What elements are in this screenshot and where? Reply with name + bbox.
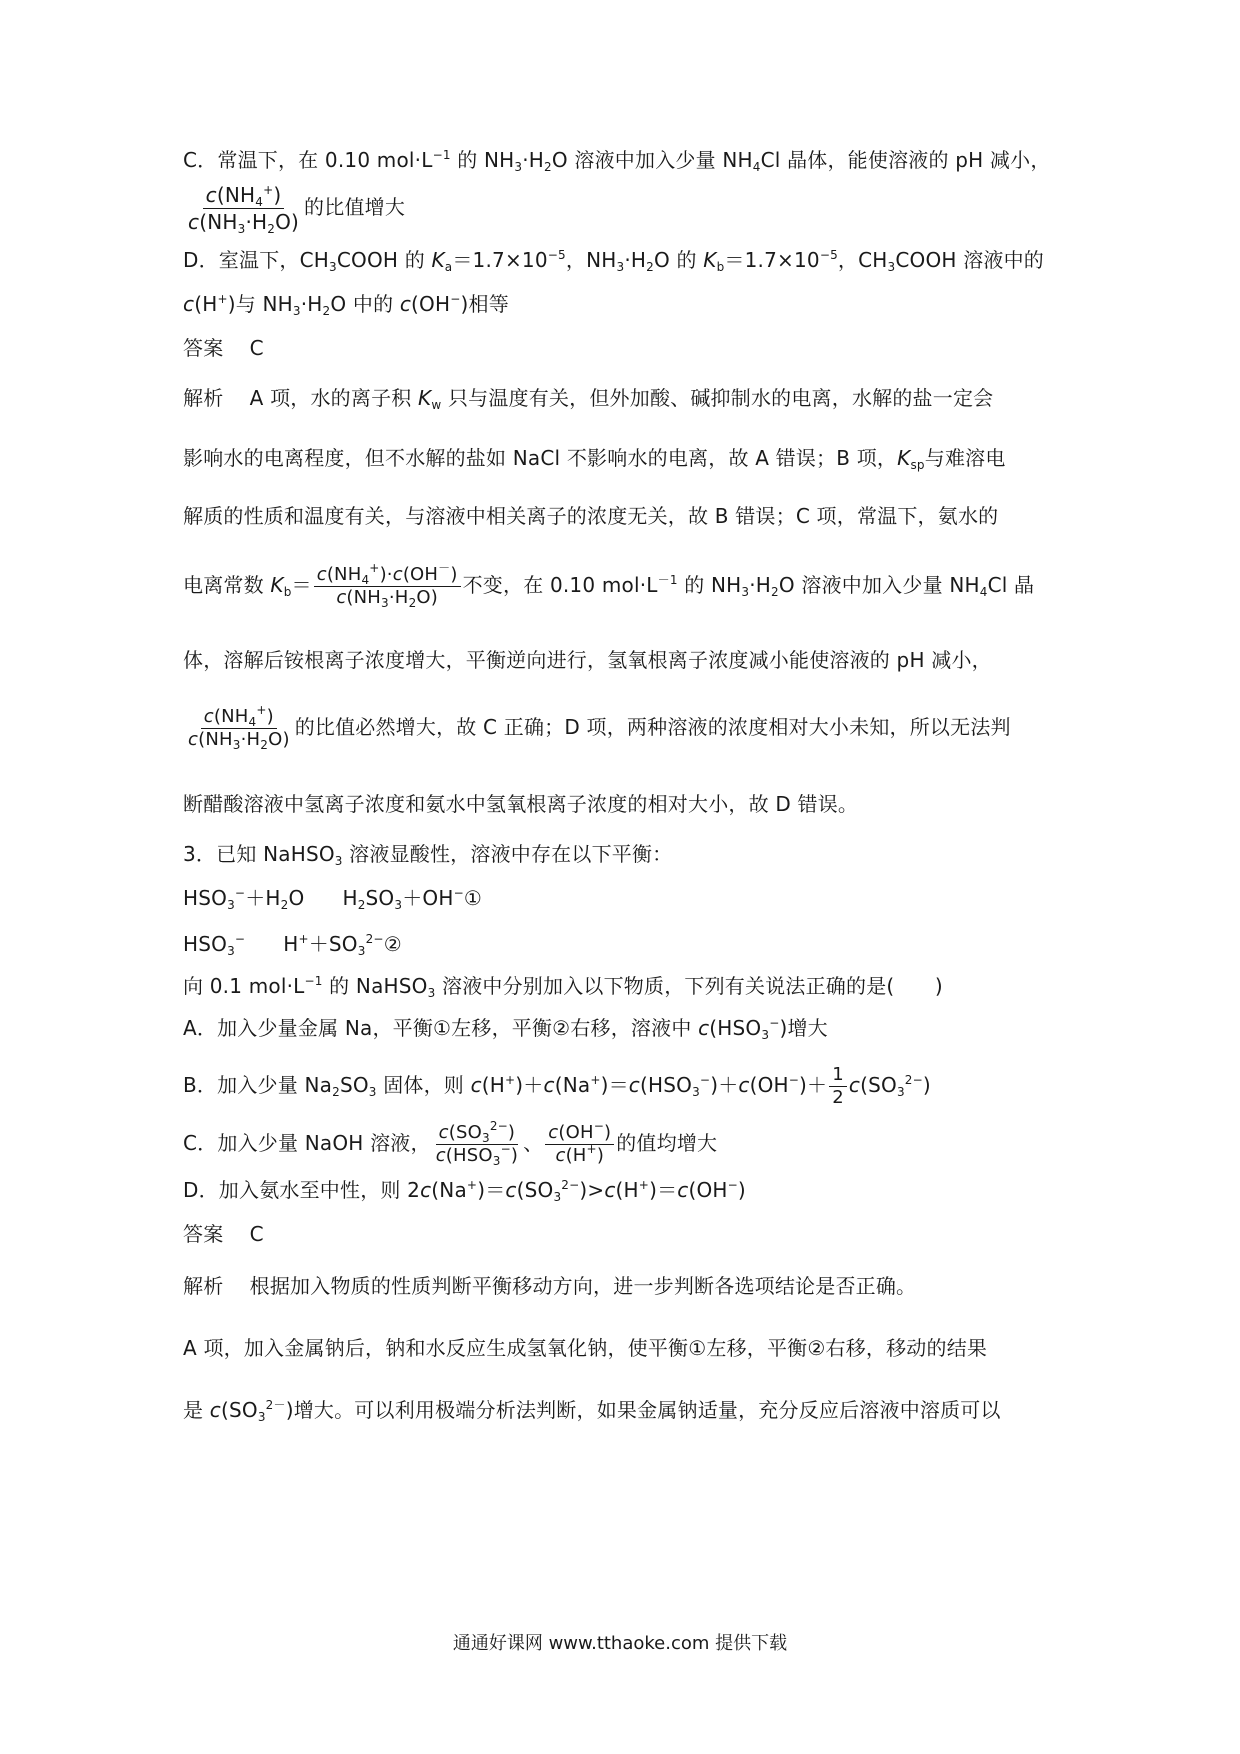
option-d-line2: c(H+)与 $NH_3\cdot H_2O$ 中的 c(OH−)相等 (183, 292, 509, 318)
ratio-fraction: $\frac{c(NH_4^+)}{c(NH_3\cdot H_2O)}$ (188, 183, 300, 236)
question-3-ask: 向 0.1 $mol\cdot L^{-1}$ 的 NaHSO$_3$ 溶液中分别加入以下物质，下列有关说法正确的是( ) (183, 974, 943, 1000)
equilibrium-2: $HSO_3^-$ $H^++SO_3^{2-}②$ (183, 932, 402, 958)
analysis-1-line4: 电离常数 $K_b=$ $\frac{c(NH_4^+)\cdot c(OH^-)}{c(NH_3\cdot H_2O)}$ 不变，在 0.10 $mol\cdot L^{-1}$ 的 $NH_3\cdot H_2O$ 溶液中加入少量 $NH_4Cl$ 晶 (183, 561, 1035, 610)
option-d-q3: D．加入氨水至中性，则 $2c(Na^+)=c(SO_3^{2-})>c(H^+)=c(OH^-)$ (183, 1178, 746, 1204)
option-c-line2: $\frac{c(NH_4^+)}{c(NH_3\cdot H_2O)}$ 的比值增大 (183, 184, 405, 233)
half-fraction: $\frac{1}{2}$ (829, 1066, 847, 1107)
analysis-1-line2: 影响水的电离程度，但不水解的盐如 NaCl 不影响水的电离，故 A 错误；B 项，$K_{sp}$与难溶电 (183, 446, 1006, 472)
option-a: A．加入少量金属 Na，平衡①左移，平衡②右移，溶液中 $c(HSO_3^-)$增大 (183, 1016, 828, 1042)
option-b: B．加入少量 $Na_2SO_3$ 固体，则 $c(H^+)+c(Na^+)=c(HSO_3^-)+c(OH^-)+$ $\frac{1}{2}$ $c(SO_3^{2-})$ (183, 1064, 931, 1108)
analysis-1-line7: 断醋酸溶液中氢离子浓度和氨水中氢氧根离子浓度的相对大小，故 D 错误。 (183, 792, 859, 816)
analysis-1-line6: $\frac{c(NH_4^+)}{c(NH_3\cdot H_2O)}$ 的比值必然增大，故 C 正确；D 项，两种溶液的浓度相对大小未知，所以无法判 (183, 708, 1011, 749)
answer-1: 答案 C (183, 336, 264, 360)
analysis-1-line1: 解析 A 项，水的离子积 $K_w$ 只与温度有关，但外加酸、碱抑制水的电离，水解的盐一定会 (183, 386, 994, 412)
kb-fraction: $\frac{c(NH_4^+)\cdot c(OH^-)}{c(NH_3\cdot H_2O)}$ (314, 566, 461, 607)
option-c-q3: C．加入少量 NaOH 溶液， $\frac{c(SO_3^{2-})}{c(HSO_3^-)}$ 、 $\frac{c(OH^-)}{c(H^+)}$ 的值均增大 (183, 1119, 718, 1168)
analysis-2-line3: 是 $c(SO_3^{2-})$增大。可以利用极端分析法判断，如果金属钠适量，充分反应后溶液中溶质可以 (183, 1398, 1001, 1424)
page-footer: 通通好课网 www.tthaoke.com 提供下载 (452, 1633, 788, 1654)
analysis-1-line3: 解质的性质和温度有关，与溶液中相关离子的浓度无关，故 B 错误；C 项，常温下，氨水的 (183, 504, 999, 528)
so3-hso3-fraction: $\frac{c(SO_3^{2-})}{c(HSO_3^-)}$ (435, 1119, 519, 1168)
ratio-fraction-2: $\frac{c(NH_4^+)}{c(NH_3\cdot H_2O)}$ (188, 703, 290, 752)
option-c-line1: C．常温下，在 0.10 $mol\cdot L^{-1}$ 的 $NH_3\cdot H_2O$ 溶液中加入少量 $NH_4Cl$ 晶体，能使溶液的 pH 减小， (183, 148, 1051, 174)
analysis-1-line5: 体，溶解后铵根离子浓度增大，平衡逆向进行，氢氧根离子浓度减小能使溶液的 pH 减小， (183, 648, 992, 672)
analysis-2-line2: A 项，加入金属钠后，钠和水反应生成氢氧化钠，使平衡①左移，平衡②右移，移动的结果 (183, 1336, 988, 1360)
answer-2: 答案 C (183, 1222, 264, 1246)
equilibrium-1: $HSO_3^-+H_2O$ $H_2SO_3+OH^-①$ (183, 886, 483, 912)
option-d-line1: D．室温下，$CH_3COOH$ 的 $K_a=1.7\times 10^{-5}$，$NH_3\cdot H_2O$ 的 $K_b=1.7\times 10^{-5}$，$CH_3COOH$ 溶液中的 (183, 248, 1045, 274)
analysis-2-line1: 解析 根据加入物质的性质判断平衡移动方向，进一步判断各选项结论是否正确。 (183, 1274, 917, 1298)
oh-h-fraction: $\frac{c(OH^-)}{c(H^+)}$ (545, 1124, 614, 1165)
question-3-stem: 3．已知 NaHSO$_3$ 溶液显酸性，溶液中存在以下平衡： (183, 842, 673, 868)
